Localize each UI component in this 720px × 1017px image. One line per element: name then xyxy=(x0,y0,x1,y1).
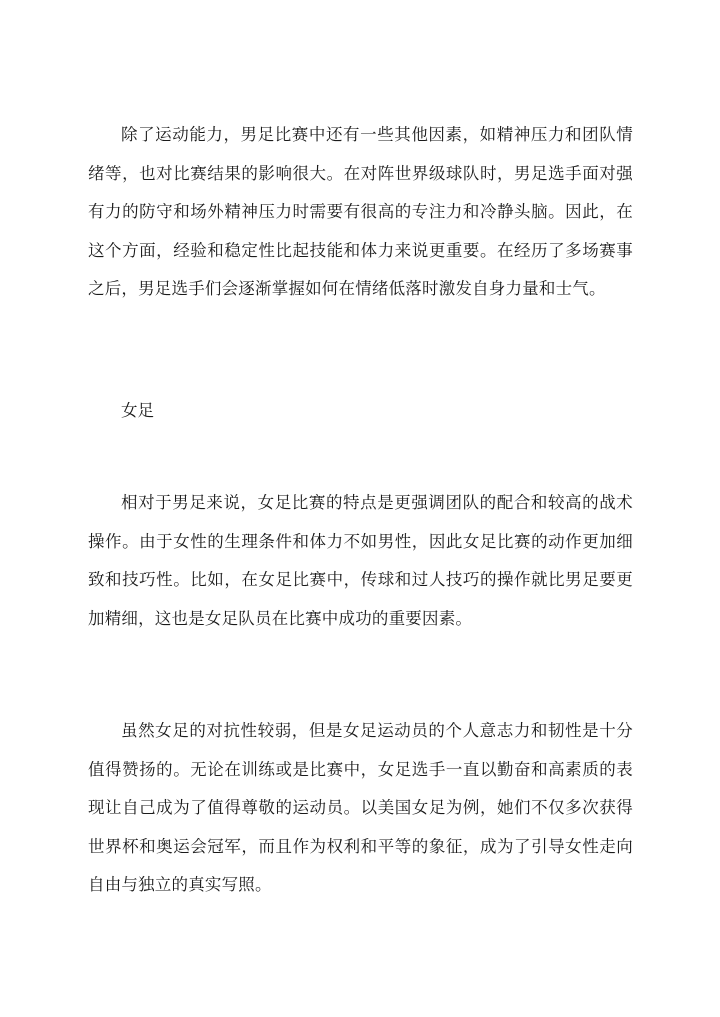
paragraph-women-football-teamwork: 相对于男足来说，女足比赛的特点是更强调团队的配合和较高的战术操作。由于女性的生理条件和体力不如男性，因此女足比赛的动作更加细致和技巧性。比如，在女足比赛中，传球和过人技巧的操作就比男足要更加精细，这也是女足队员在比赛中成功的重要因素。 xyxy=(88,493,633,628)
paragraph-men-football-factors: 除了运动能力，男足比赛中还有一些其他因素，如精神压力和团队情绪等，也对比赛结果的影响很大。在对阵世界级球队时，男足选手面对强有力的防守和场外精神压力时需要有很高的专注力和冷静头脑。因此，在这个方面，经验和稳定性比起技能和体力来说更重要。在经历了多场赛事之后，男足选手们会逐渐掌握如何在情绪低落时激发自身力量和士气。 xyxy=(88,125,633,298)
paragraph-women-football-willpower: 虽然女足的对抗性较弱，但是女足运动员的个人意志力和韧性是十分值得赞扬的。无论在训练或是比赛中，女足选手一直以勤奋和高素质的表现让自己成为了值得尊敬的运动员。以美国女足为例，她们不仅多次获得世界杯和奥运会冠军，而且作为权利和平等的象征，成为了引导女性走向自由与独立的真实写照。 xyxy=(88,721,633,894)
section-heading-women-football: 女足 xyxy=(121,401,154,420)
